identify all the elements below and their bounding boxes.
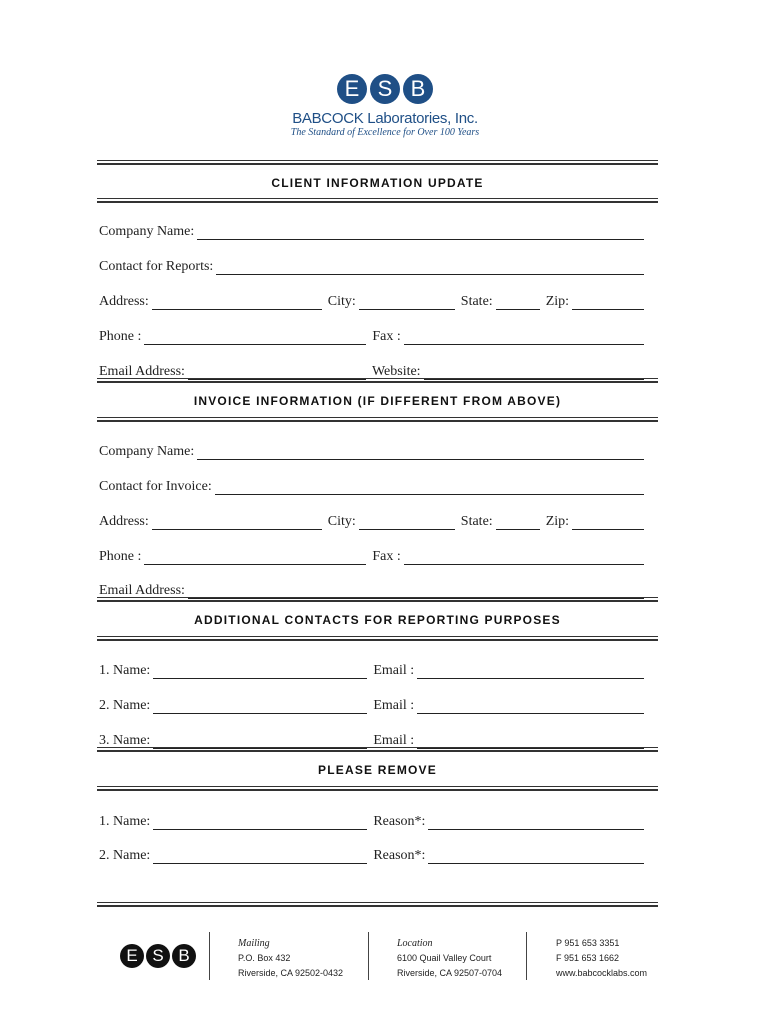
section-divider: [97, 378, 658, 383]
invoice-contact-row: [99, 477, 644, 495]
client-fax-field[interactable]: [404, 332, 644, 345]
remove-name-label: 1. Name:: [99, 814, 151, 829]
invoice-company-row: [99, 442, 644, 460]
invoice-phone-label: Phone :: [99, 549, 142, 564]
remove-contact-row: [99, 846, 644, 864]
invoice-state-label: State:: [460, 514, 493, 529]
client-company-row: [99, 222, 644, 240]
footer-logo-letter-b: B: [172, 944, 196, 968]
invoice-address-label: Address:: [99, 514, 149, 529]
remove-name-label: 2. Name:: [99, 848, 151, 863]
section-divider: [97, 786, 658, 791]
remove-reason-label: Reason*:: [373, 814, 426, 829]
client-state-label: State:: [460, 294, 493, 309]
additional-section-title: ADDITIONAL CONTACTS FOR REPORTING PURPOSES: [194, 613, 561, 627]
client-section-title: CLIENT INFORMATION UPDATE: [271, 176, 484, 190]
footer-website-link[interactable]: www.babcocklabs.com: [556, 968, 648, 978]
logo-letter-b: B: [403, 74, 433, 104]
additional-email-label: Email :: [373, 698, 415, 713]
invoice-email-label: Email Address:: [99, 583, 185, 598]
footer-mailing-line2: Riverside, CA 92502-0432: [238, 968, 344, 978]
additional-email-field[interactable]: [417, 666, 644, 679]
invoice-zip-label: Zip:: [545, 514, 570, 529]
invoice-address-field[interactable]: [152, 517, 322, 530]
additional-name-field[interactable]: [153, 701, 367, 714]
additional-name-label: 1. Name:: [99, 663, 151, 678]
client-phone-field[interactable]: [144, 332, 366, 345]
invoice-state-field[interactable]: [496, 517, 540, 530]
client-contact-row: [99, 257, 644, 275]
footer-location-heading: Location: [397, 938, 433, 949]
section-divider: [97, 636, 658, 641]
footer-phone: P 951 653 3351: [556, 938, 620, 948]
client-company-label: Company Name:: [99, 224, 195, 239]
client-fax-label: Fax :: [372, 329, 401, 344]
footer-contact: [556, 936, 647, 981]
invoice-company-label: Company Name:: [99, 444, 195, 459]
client-contact-label: Contact for Reports:: [99, 259, 214, 274]
additional-name-field[interactable]: [153, 666, 367, 679]
client-city-label: City:: [327, 294, 356, 309]
section-divider: [97, 597, 658, 602]
footer-fax: F 951 653 1662: [556, 953, 620, 963]
client-phone-row: [99, 327, 644, 345]
client-email-label: Email Address:: [99, 364, 185, 379]
footer-location-line2: Riverside, CA 92507-0704: [397, 968, 503, 978]
additional-email-label: Email :: [373, 663, 415, 678]
section-divider: [97, 198, 658, 203]
footer-logo-letter-e: E: [120, 944, 144, 968]
page-footer: [0, 930, 770, 990]
client-city-field[interactable]: [359, 297, 455, 310]
invoice-city-field[interactable]: [359, 517, 455, 530]
client-zip-field[interactable]: [572, 297, 644, 310]
section-divider: [97, 160, 658, 165]
client-contact-field[interactable]: [216, 262, 644, 275]
remove-reason-label: Reason*:: [373, 848, 426, 863]
invoice-phone-row: [99, 547, 644, 565]
client-address-row: [99, 292, 644, 310]
invoice-address-row: [99, 512, 644, 530]
additional-email-label: Email :: [373, 733, 415, 748]
footer-mailing: [238, 936, 343, 981]
footer-location-line1: 6100 Quail Valley Court: [397, 953, 492, 963]
client-phone-label: Phone :: [99, 329, 142, 344]
remove-reason-field[interactable]: [428, 851, 644, 864]
client-address-label: Address:: [99, 294, 149, 309]
remove-contact-row: [99, 812, 644, 830]
client-state-field[interactable]: [496, 297, 540, 310]
section-divider: [97, 747, 658, 752]
remove-name-field[interactable]: [153, 817, 367, 830]
footer-mailing-line1: P.O. Box 432: [238, 953, 291, 963]
remove-section-title: PLEASE REMOVE: [318, 763, 437, 777]
logo-letter-e: E: [337, 74, 367, 104]
client-company-field[interactable]: [197, 227, 644, 240]
invoice-fax-label: Fax :: [372, 549, 401, 564]
logo-letter-s: S: [370, 74, 400, 104]
invoice-contact-label: Contact for Invoice:: [99, 479, 212, 494]
remove-name-field[interactable]: [153, 851, 367, 864]
client-address-field[interactable]: [152, 297, 322, 310]
invoice-section-title: INVOICE INFORMATION (IF DIFFERENT FROM ABOVE): [193, 394, 562, 408]
footer-separator: [368, 932, 369, 980]
invoice-phone-field[interactable]: [144, 552, 366, 565]
remove-reason-field[interactable]: [428, 817, 644, 830]
invoice-city-label: City:: [327, 514, 356, 529]
invoice-company-field[interactable]: [197, 447, 644, 460]
additional-contact-row: [99, 661, 644, 679]
company-logo: [0, 74, 770, 138]
footer-divider: [97, 902, 658, 907]
footer-separator: [526, 932, 527, 980]
company-name: BABCOCK Laboratories, Inc.: [292, 110, 478, 127]
footer-mailing-heading: Mailing: [238, 938, 270, 949]
invoice-fax-field[interactable]: [404, 552, 644, 565]
company-tagline: The Standard of Excellence for Over 100 Years: [290, 127, 480, 138]
additional-name-label: 3. Name:: [99, 733, 151, 748]
invoice-zip-field[interactable]: [572, 517, 644, 530]
footer-separator: [209, 932, 210, 980]
additional-email-field[interactable]: [417, 701, 644, 714]
footer-logo-letter-s: S: [146, 944, 170, 968]
client-zip-label: Zip:: [545, 294, 570, 309]
additional-name-label: 2. Name:: [99, 698, 151, 713]
footer-logo: [120, 944, 196, 968]
client-website-label: Website:: [371, 364, 421, 379]
invoice-contact-field[interactable]: [215, 482, 644, 495]
footer-location: [397, 936, 502, 981]
additional-contact-row: [99, 696, 644, 714]
section-divider: [97, 417, 658, 422]
